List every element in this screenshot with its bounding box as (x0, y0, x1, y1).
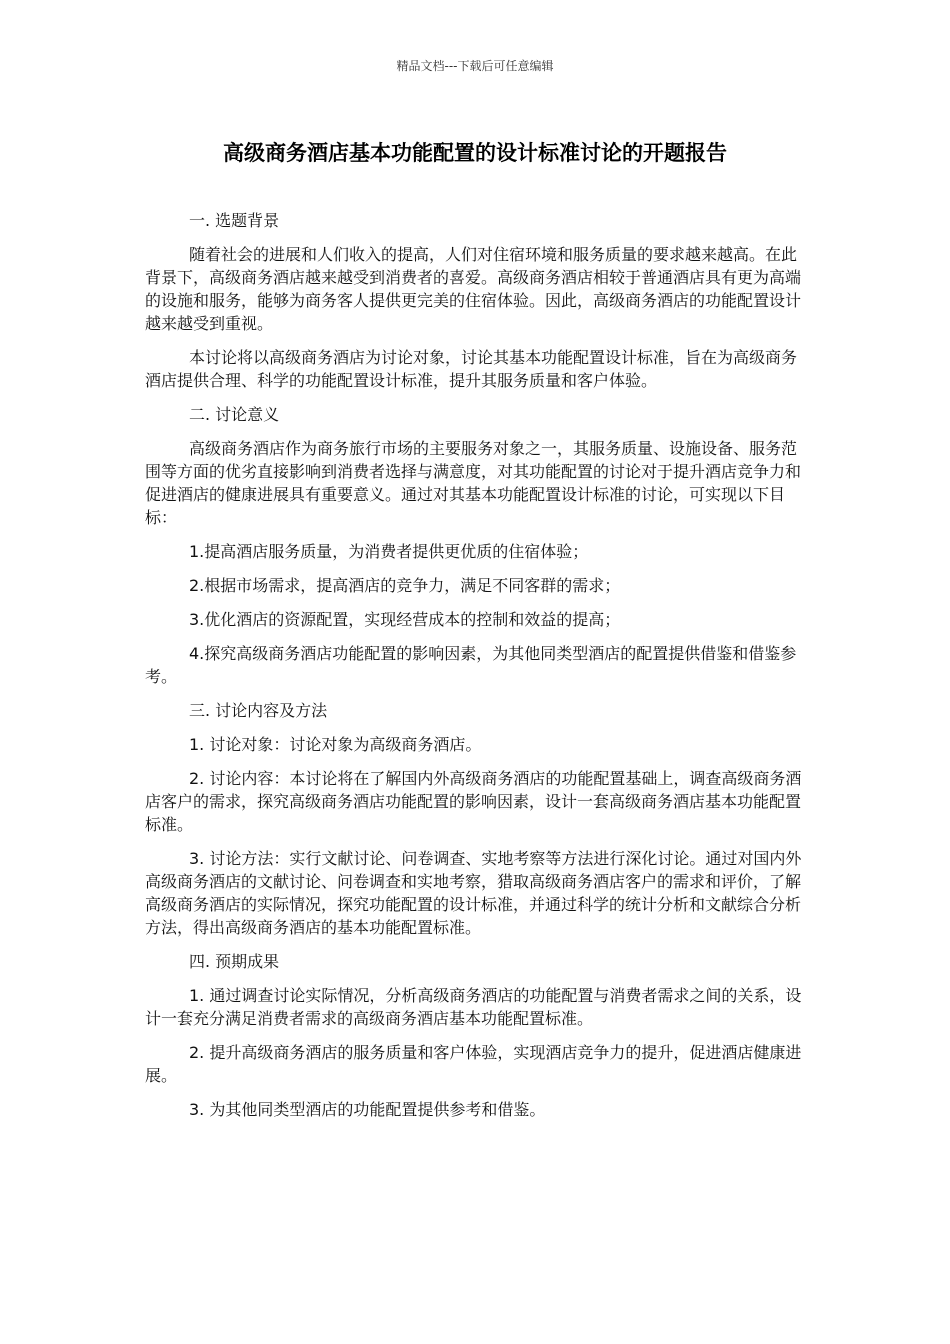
document-title: 高级商务酒店基本功能配置的设计标准讨论的开题报告 (223, 141, 727, 165)
paragraph-significance: 高级商务酒店作为商务旅行市场的主要服务对象之一，其服务质量、设施设备、服务范围等方面的优劣直接影响到消费者选择与满意度，对其功能配置的讨论对于提升酒店竞争力和促进酒店的健康进展具有重要意义。通过对其基本功能配置设计标准的讨论，可实现以下目标： (145, 439, 802, 527)
paragraph-background-1: 随着社会的进展和人们收入的提高，人们对住宿环境和服务质量的要求越来越高。在此背景下，高级商务酒店越来越受到消费者的喜爱。高级商务酒店相较于普通酒店具有更为高端的设施和服务，能够为商务客人提供更完美的住宿体验。因此，高级商务酒店的功能配置设计越来越受到重视。 (145, 245, 802, 333)
goal-item-2: 2.根据市场需求，提高酒店的竞争力，满足不同客群的需求； (189, 576, 621, 595)
result-item-2: 2. 提升高级商务酒店的服务质量和客户体验，实现酒店竞争力的提升，促进酒店健康进展。 (145, 1043, 802, 1085)
section-heading-significance: 二. 讨论意义 (189, 405, 280, 424)
goal-item-1: 1.提高酒店服务质量，为消费者提供更优质的住宿体验； (189, 542, 589, 561)
content-item-2: 2. 讨论内容：本讨论将在了解国内外高级商务酒店的功能配置基础上，调查高级商务酒店客户的需求，探究高级商务酒店功能配置的影响因素，设计一套高级商务酒店基本功能配置标准。 (145, 769, 802, 834)
header-note: 精品文档---下载后可任意编辑 (396, 59, 554, 73)
document-body (145, 209, 810, 1132)
section-heading-background: 一. 选题背景 (189, 211, 280, 230)
goal-item-4: 4.探究高级商务酒店功能配置的影响因素，为其他同类型酒店的配置提供借鉴和借鉴参考。 (145, 644, 797, 686)
content-item-1: 1. 讨论对象：讨论对象为高级商务酒店。 (189, 735, 482, 754)
result-item-1: 1. 通过调查讨论实际情况，分析高级商务酒店的功能配置与消费者需求之间的关系，设计一套充分满足消费者需求的高级商务酒店基本功能配置标准。 (145, 986, 802, 1028)
section-heading-content-methods: 三. 讨论内容及方法 (189, 701, 328, 720)
section-heading-expected-results: 四. 预期成果 (189, 952, 280, 971)
paragraph-background-2: 本讨论将以高级商务酒店为讨论对象，讨论其基本功能配置设计标准，旨在为高级商务酒店提供合理、科学的功能配置设计标准，提升其服务质量和客户体验。 (145, 348, 798, 390)
content-item-3: 3. 讨论方法：实行文献讨论、问卷调查、实地考察等方法进行深化讨论。通过对国内外高级商务酒店的文献讨论、问卷调查和实地考察，猎取高级商务酒店客户的需求和评价，了解高级商务酒店的实际情况，探究功能配置的设计标准，并通过科学的统计分析和文献综合分析方法，得出高级商务酒店的基本功能配置标准。 (145, 849, 802, 937)
goal-item-3: 3.优化酒店的资源配置，实现经营成本的控制和效益的提高； (189, 610, 621, 629)
result-item-3: 3. 为其他同类型酒店的功能配置提供参考和借鉴。 (189, 1100, 546, 1119)
